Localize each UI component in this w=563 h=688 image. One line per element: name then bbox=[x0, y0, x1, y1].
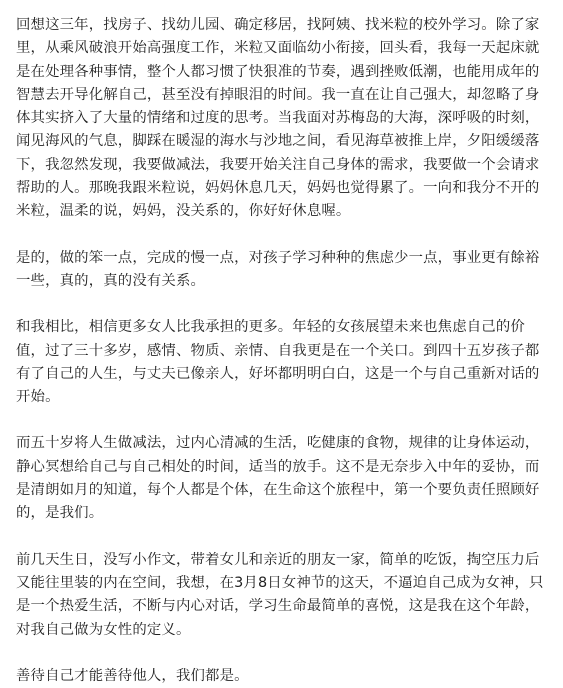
paragraph-slow-down: 是的，做的笨一点，完成的慢一点，对孩子学习种种的焦虑少一点，事业更有餘裕一些，真的，真的没有关系。 bbox=[16, 249, 540, 289]
paragraph-birthday: 前几天生日，没写小作文，带着女儿和亲近的朋友一家，简单的吃饭，掏空压力后又能往里装的内在空间，我想，在3月8日女神节的这天，不逼迫自己成为女神，只是一个热爱生活，不断与内心对话，学习生命最简单的喜悦，这是我在这个年龄，对我自己做为女性的定义。 bbox=[16, 551, 544, 638]
paragraph-reflection: 回想这三年，找房子、找幼儿园、确定移居，找阿姨、找米粒的校外学习。除了家里，从乘风破浪开始高强度工作，米粒又面临幼小衔接，回头看，我每一天起床就是在处理各种事情，整个人都习惯了快狠准的节奏，遇到挫败低潮，也能用成年的智慧去开导化解自己，甚至没有掉眼泪的时间。我一直在让自己强大，却忽略了身体其实挤入了大量的情绪和过度的思考。当我面对苏梅岛的大海，深呼吸的时刻，闻见海风的气息，脚踩在暖湿的海水与沙地之间，看见海草被推上岸，夕阳缓缓落下，我忽然发现，我要做减法，我要开始关注自己身体的需求，我要做一个会请求帮助的人。那晚我跟米粒说，妈妈休息几天，妈妈也觉得累了。一向和我分不开的米粒，温柔的说，妈妈，没关系的，你好好休息喔。 bbox=[16, 17, 540, 220]
paragraph-fifty-subtraction: 而五十岁将人生做减法，过内心清减的生活，吃健康的食物，规律的让身体运动，静心冥想给自己与自己相处的时间，适当的放手。这不是无奈步入中年的妥协，而是清朗如月的知道，每个人都是个体，在生命这个旅程中，第一个要负责任照顾好的，是我们。 bbox=[16, 435, 540, 522]
article-body bbox=[16, 14, 551, 688]
paragraph-closing: 善待自己才能善待他人，我们都是。 bbox=[16, 667, 249, 684]
paragraph-women-burden: 和我相比，相信更多女人比我承担的更多。年轻的女孩展望未来也焦虑自己的价值，过了三十多岁，感情、物质、亲情、自我更是在一个关口。到四十五岁孩子都有了自己的人生，与丈夫已像亲人，好坏都明明白白，这是一个与自己重新对话的开始。 bbox=[16, 319, 540, 406]
